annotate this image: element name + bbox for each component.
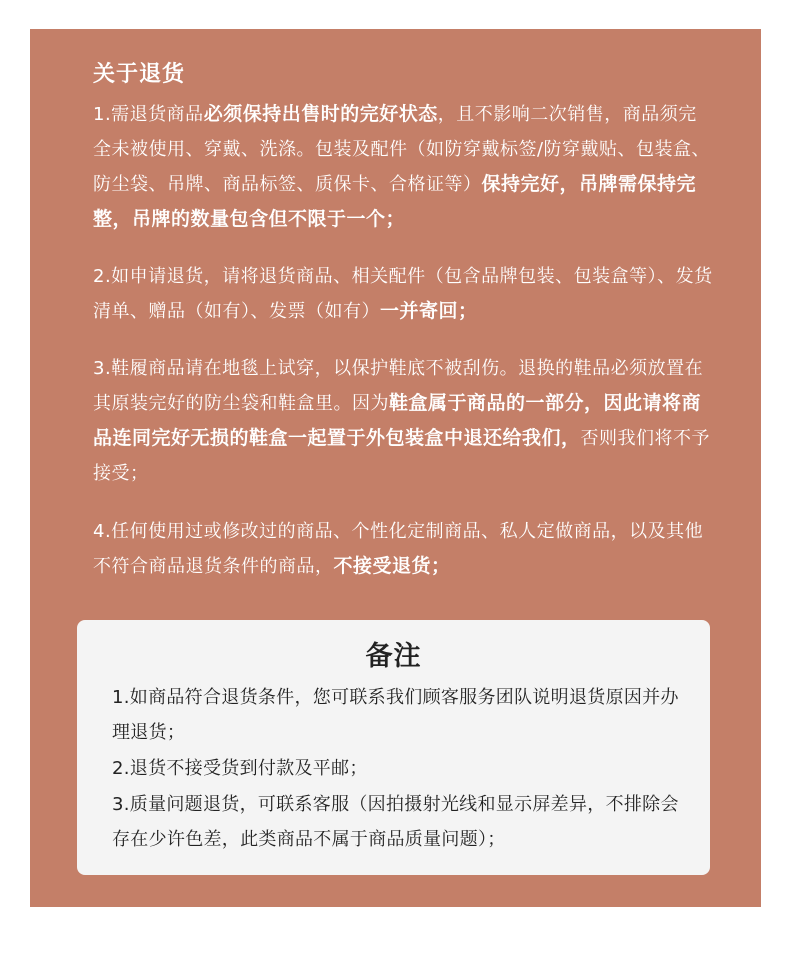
returns-title: 关于退货 <box>93 62 186 87</box>
returns-clause-4: 4.任何使用过或修改过的商品、个性化定制商品、私人定做商品，以及其他不符合商品退货条件的商品，不接受退货； <box>93 521 704 577</box>
note-item: 3.质量问题退货，可联系客服（因拍摄射光线和显示屏差异，不排除会存在少许色差，此类商品不属于商品质量问题）； <box>112 794 679 850</box>
returns-clause-1: 1.需退货商品必须保持出售时的完好状态，且不影响二次销售，商品须完全未被使用、穿戴、洗涤。包装及配件（如防穿戴标签/防穿戴贴、包装盒、防尘袋、吊牌、商品标签、质保卡、合格证等）保持完好，吊牌需保持完整，吊牌的数量包含但不限于一个； <box>93 103 711 230</box>
returns-clause-3: 3.鞋履商品请在地毯上试穿，以保护鞋底不被刮伤。退换的鞋品必须放置在其原装完好的防尘袋和鞋盒里。因为鞋盒属于商品的一部分，因此请将商品连同完好无损的鞋盒一起置于外包装盒中退还给我们，否则我们将不予接受； <box>93 358 711 484</box>
returns-policy-panel <box>30 29 761 907</box>
notes-title: 备注 <box>365 641 422 672</box>
notes-card <box>77 620 710 875</box>
returns-clause-2: 2.如申请退货，请将退货商品、相关配件（包含品牌包装、包装盒等）、发货清单、赠品（如有）、发票（如有）一并寄回； <box>93 266 713 322</box>
note-item: 2.退货不接受货到付款及平邮； <box>112 758 368 779</box>
note-item: 1.如商品符合退货条件，您可联系我们顾客服务团队说明退货原因并办理退货； <box>112 687 679 743</box>
